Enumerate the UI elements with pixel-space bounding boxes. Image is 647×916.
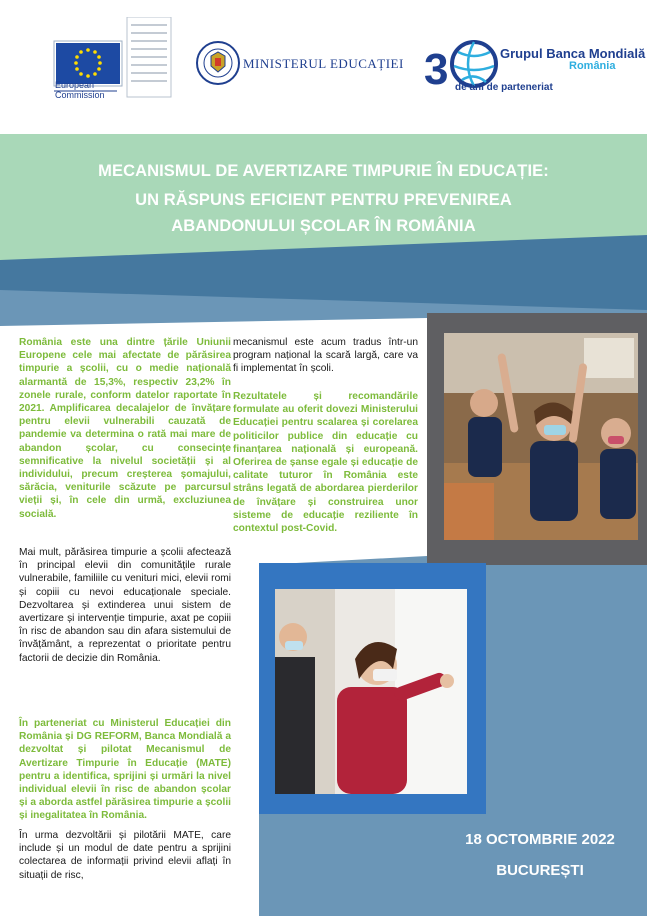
wb-name: Grupul Banca Mondială xyxy=(500,46,646,61)
event-date: 18 OCTOMBRIE 2022 xyxy=(465,831,615,848)
ec-caption xyxy=(55,80,105,100)
event-city: BUCUREȘTI xyxy=(496,862,584,879)
paragraph-4: În urma dezvoltării și pilotării MATE, care include și un modul de date pentru a sprijini colectarea de informații privind elevii aflați în situații de risc, xyxy=(19,830,231,881)
svg-text:3: 3 xyxy=(424,45,449,94)
paragraph-6: Rezultatele și recomandările formulate au oferit dovezi Ministerului Educației pentru scalarea și corelarea politicilor publice din educație cu finanțarea națională și europeană. Oferirea de șanse egale și educație de calitate tuturor în România este strâns legată de abordarea pierderilor de învățare și construirea unor sisteme de educație reziliente în contextul post-Covid. xyxy=(233,391,418,535)
romania-seal-icon xyxy=(195,40,241,86)
paragraph-2: Mai mult, părăsirea timpurie a școlii afectează în principal elevii din comunitățile rurale vulnerabile, familiile cu venituri mici, elevii romi și copiii cu nevoi educaționale speciale. Dezvoltarea și extinderea unui sistem de avertizare și intervenție timpurie, axat pe copiii în risc de abandon sau din afara sistemului de învățământ, a reprezentat o prioritate pentru factorii de decizie din România. xyxy=(19,547,231,664)
photo-classroom-raised-hands xyxy=(444,333,638,540)
paragraph-5: mecanismul este acum tradus într-un program național la scară largă, care va fi implementat în școli. xyxy=(233,337,418,375)
title-line-1: MECANISMUL DE AVERTIZARE TIMPURIE ÎN EDUCAȚIE: xyxy=(98,162,549,180)
title-line-2: UN RĂSPUNS EFICIENT PENTRU PREVENIREA xyxy=(135,191,512,209)
paragraph-3: În parteneriat cu Ministerul Educației din România și DG REFORM, Banca Mondială a dezvoltat și pilotat Mecanismul de Avertizare Timpurie în Educație (MATE) pentru a identifica, sprijini și urmări la nivel individual elevii în risc de abandon școlar și a aborda astfel părăsirea timpurie a școlii și inegalitatea în România. xyxy=(19,718,231,822)
photo-student-at-whiteboard xyxy=(275,589,467,794)
wb-country: România xyxy=(569,60,616,72)
paragraph-1: România este una dintre țările Uniunii Europene cele mai afectate de părăsirea timpurie a școlii, cu o medie națională alarmantă de 15,3%, respectiv 23,2% în zonele rurale, conform datelor raportate în 2021. Amplificarea decalajelor de învățare pentru elevii vulnerabili cauzată de pandemie va determina o rată mai mare de abandon școlar, cu consecințe semnificative la nivelul societății și al individului, precum creșterea șomajului, sărăcia, veniturile scăzute pe parcursul vieții și, în cele din urmă, excluziunea socială. xyxy=(19,337,231,520)
wb-years: de ani de parteneriat xyxy=(455,82,553,93)
ec-caption-line2: Commission xyxy=(55,90,105,100)
ec-caption-line1: European xyxy=(55,80,95,90)
ministry-name: MINISTERUL EDUCAȚIEI xyxy=(243,56,404,71)
title-line-3: ABANDONULUI ȘCOLAR ÎN ROMÂNIA xyxy=(171,217,476,235)
